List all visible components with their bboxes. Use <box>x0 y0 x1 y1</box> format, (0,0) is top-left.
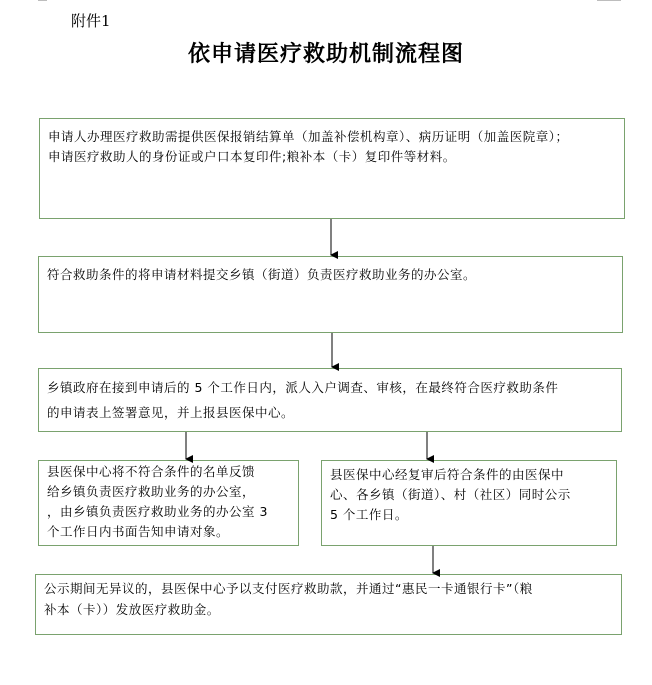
step-materials-line-2: 申请医疗救助人的身份证或户口本复印件;粮补本（卡）复印件等材料。 <box>48 149 456 164</box>
step-publicize-line-2: 心、各乡镇（街道）、村（社区）同时公示 <box>330 487 571 502</box>
step-township-line-1: 乡镇政府在接到申请后的 5 个工作日内，派人入户调查、审核，在最终符合医疗救助条件 <box>47 380 559 395</box>
step-township-line-2: 的申请表上签署意见，并上报县医保中心。 <box>47 405 295 420</box>
step-payment-line-2: 补本（卡））发放医疗救助金。 <box>44 602 220 617</box>
step-publicize-line-3: 5 个工作日。 <box>330 507 408 522</box>
step-submit-line-1: 符合救助条件的将申请材料提交乡镇（街道）负责医疗救助业务的办公室。 <box>47 267 477 282</box>
step-publicize-line-1: 县医保中心经复审后符合条件的由医保中 <box>330 467 565 482</box>
attachment-label: 附件1 <box>71 12 111 30</box>
step-reject-line-2: 给乡镇负责医疗救助业务的办公室， <box>47 484 256 499</box>
step-reject-line-3: ，由乡镇负责医疗救助业务的办公室 3 <box>47 504 268 519</box>
step-reject-line-1: 县医保中心将不符合条件的名单反馈 <box>47 464 256 479</box>
step-reject-line-4: 个工作日内书面告知申请对象。 <box>47 524 230 539</box>
step-materials-line-1: 申请人办理医疗救助需提供医保报销结算单（加盖补偿机构章）、病历证明（加盖医院章）； <box>48 129 569 144</box>
page-title: 依申请医疗救助机制流程图 <box>187 41 464 67</box>
step-payment-line-1: 公示期间无异议的，县医保中心予以支付医疗救助款，并通过“惠民一卡通银行卡”（粮 <box>44 581 533 596</box>
